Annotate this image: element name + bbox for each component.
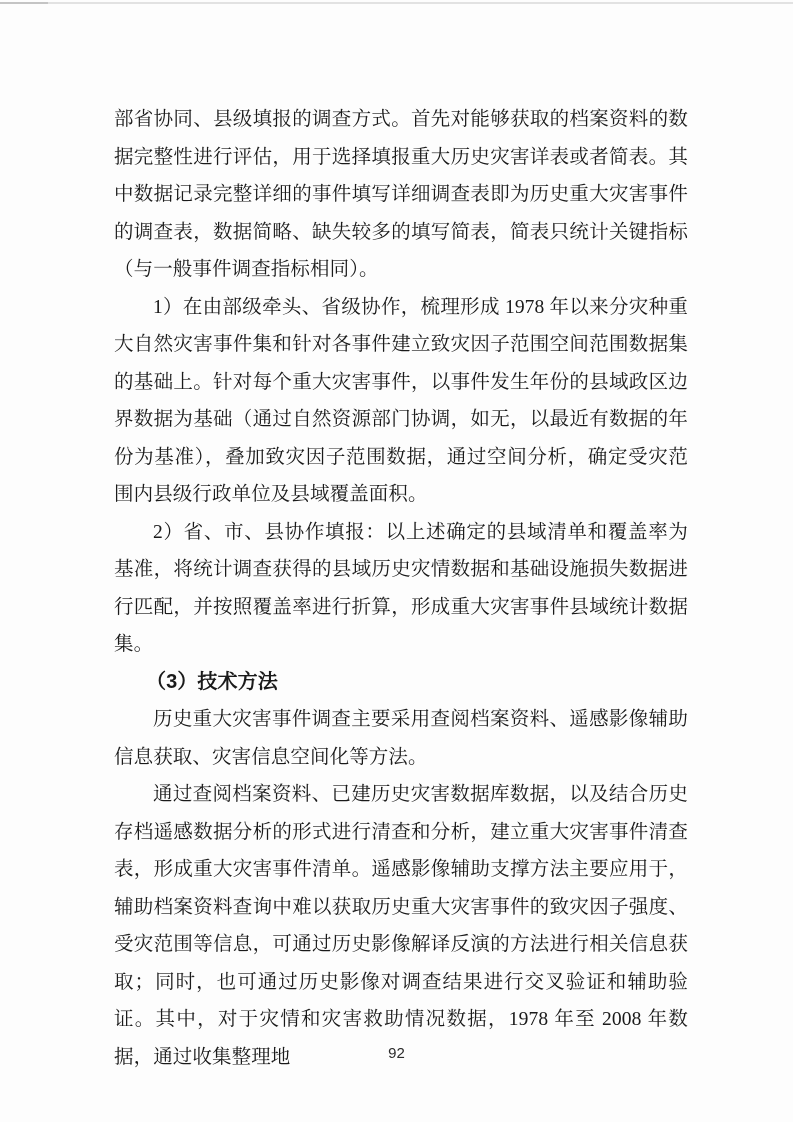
- paragraph-method-details: 通过查阅档案资料、已建历史灾害数据库数据，以及结合历史存档遥感数据分析的形式进行清查和分析，建立重大灾害事件清查表，形成重大灾害事件清单。遥感影像辅助支撑方法主要应用于，辅助档案资料查询中难以获取历史重大灾害事件的致灾因子强度、受灾范围等信息，可通过历史影像解译反演的方法进行相关信息获取；同时，也可通过历史影像对调查结果进行交叉验证和辅助验证。其中，对于灾情和灾害救助情况数据，1978 年至 2008 年数据，通过收集整理地: [114, 784, 688, 1068]
- paragraph-method-overview: 历史重大灾害事件调查主要采用查阅档案资料、遥感影像辅助信息获取、灾害信息空间化等方法。: [114, 709, 688, 768]
- body-text-block: [114, 101, 688, 1076]
- page-number: 92: [388, 1045, 405, 1062]
- paragraph-step-2: 2）省、市、县协作填报：以上述确定的县域清单和覆盖率为基准，将统计调查获得的县域历史灾情数据和基础设施损失数据进行匹配，并按照覆盖率进行折算，形成重大灾害事件县域统计数据集。: [114, 521, 688, 655]
- scan-edge-line-dark-segment: [0, 2, 48, 4]
- heading-technical-method: （3）技术方法: [146, 670, 278, 693]
- paragraph-step-1: 1）在由部级牵头、省级协作，梳理形成 1978 年以来分灾种重大自然灾害事件集和针对各事件建立致灾因子范围空间范围数据集的基础上。针对每个重大灾害事件，以事件发生年份的县域政区边界数据为基础（通过自然资源部门协调，如无，以最近有数据的年份为基准），叠加致灾因子范围数据，通过空间分析，确定受灾范围内县级行政单位及县域覆盖面积。: [114, 296, 688, 505]
- paragraph-survey-method-continuation: 部省协同、县级填报的调查方式。首先对能够获取的档案资料的数据完整性进行评估，用于选择填报重大历史灾害详表或者简表。其中数据记录完整详细的事件填写详细调查表即为历史重大灾害事件的调查表，数据简略、缺失较多的填写简表，简表只统计关键指标（与一般事件调查指标相同）。: [114, 109, 688, 280]
- scan-edge-line: [0, 2, 793, 4]
